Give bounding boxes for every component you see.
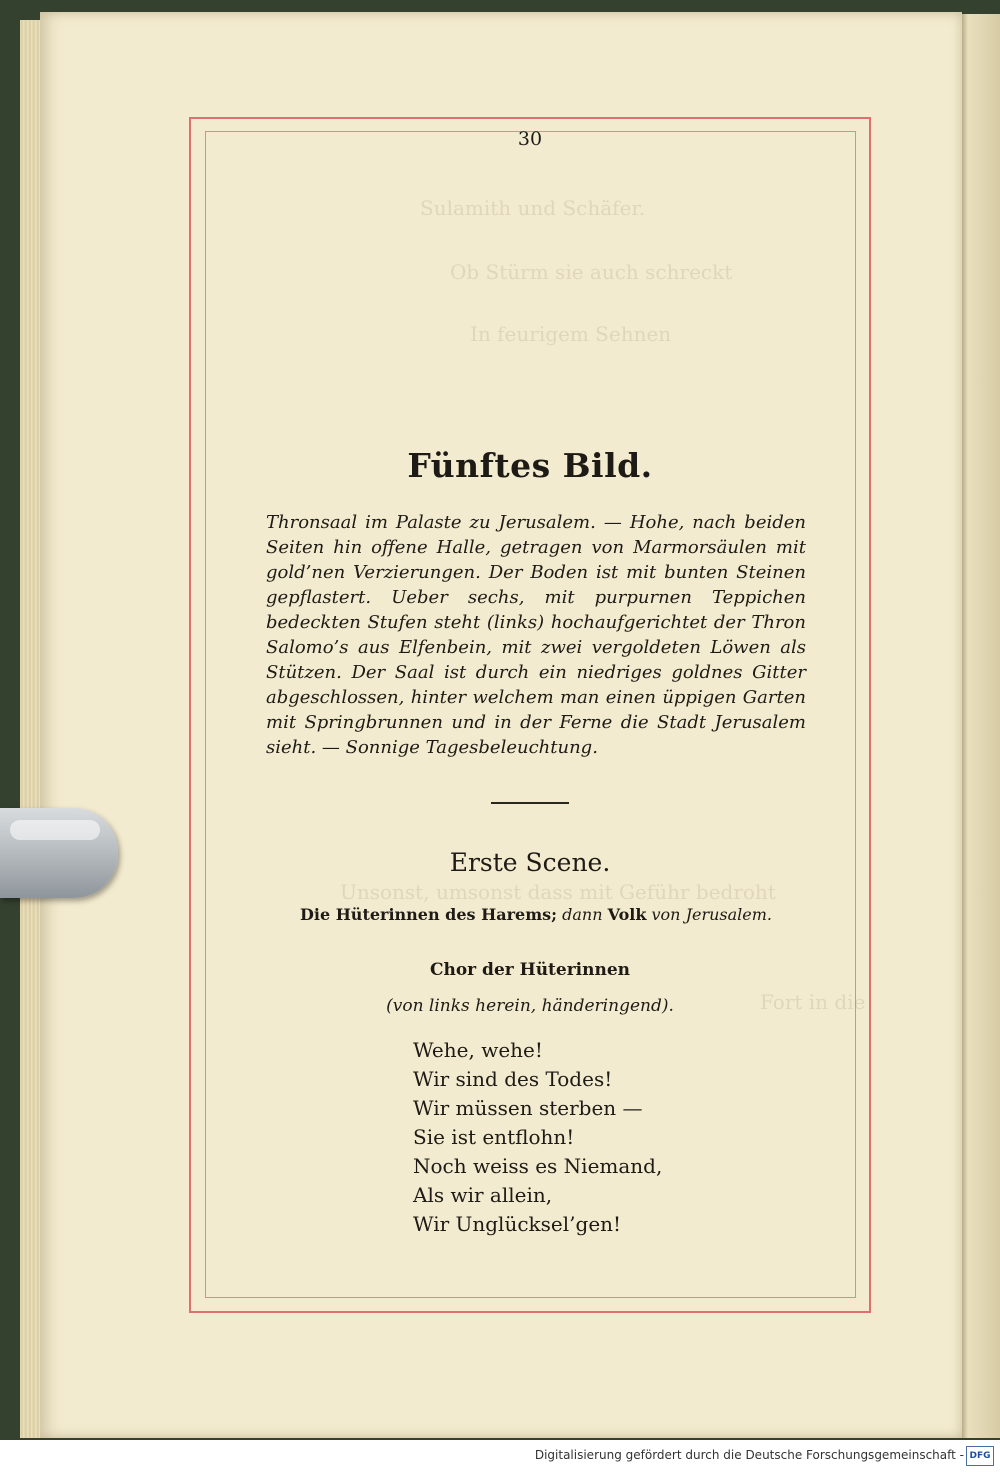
characters-volk: Volk: [607, 905, 647, 924]
dfg-logo-icon: DFG: [966, 1446, 994, 1466]
characters-line: [266, 905, 806, 924]
verse-line: Noch weiss es Niemand,: [413, 1154, 663, 1178]
stage-direction: Thronsaal im Palaste zu Jerusalem. — Hohe, nach beiden Seiten hin offene Halle, getragen von Marmorsäulen mit gold’nen Verzierungen. Der Boden ist mit bunten Steinen gepflastert. Ueber sechs, mit purpurnen Teppichen bedeckten Stufen steht (links) hochaufgerichtet der Thron Salomo’s aus Elfenbein, mit zwei vergoldeten Löwen als Stützen. Der Saal ist durch ein niedriges goldnes Gitter abgeschlossen, hinter welchem man einen üppigen Garten mit Springbrunnen und in der Ferne die Stadt Jerusalem sieht. — Sonnige Tagesbeleuchtung.: [266, 512, 806, 758]
bleed-through: In feurigem Sehnen: [470, 322, 672, 346]
bleed-through: Ob Stürm sie auch schreckt: [450, 260, 733, 284]
bleed-through: Sulamith und Schäfer.: [420, 196, 646, 220]
characters-jerusalem: von Jerusalem.: [651, 905, 772, 924]
scene-title: Erste Scene.: [449, 848, 611, 877]
characters-harem: Die Hüterinnen des Harems;: [299, 905, 558, 924]
verse-line: Wir müssen sterben —: [413, 1096, 643, 1120]
chorus-direction: (von links herein, händeringend).: [386, 996, 674, 1016]
footer-credit: Digitalisierung gefördert durch die Deutsche Forschungsgemeinschaft -: [534, 1448, 964, 1462]
verse-block: [413, 1036, 733, 1239]
section-divider: [491, 802, 569, 804]
verse-line: Sie ist entflohn!: [413, 1125, 575, 1149]
characters-then: dann: [562, 905, 603, 924]
bleed-through: Fort in die: [760, 990, 866, 1014]
verse-line: Wehe, wehe!: [413, 1038, 543, 1062]
page-clip-highlight: [10, 820, 100, 840]
verse-line: Wir sind des Todes!: [413, 1067, 613, 1091]
verse-line: Als wir allein,: [413, 1183, 553, 1207]
bleed-through: Unsonst, umsonst dass mit Geführ bedroht: [340, 880, 776, 904]
page-number: 30: [517, 128, 543, 150]
chorus-name: Chor der Hüterinnen: [429, 960, 631, 980]
verse-line: Wir Unglücksel’gen!: [413, 1212, 622, 1236]
next-page-edge: [962, 14, 1000, 1438]
act-title: Fünftes Bild.: [407, 446, 653, 485]
